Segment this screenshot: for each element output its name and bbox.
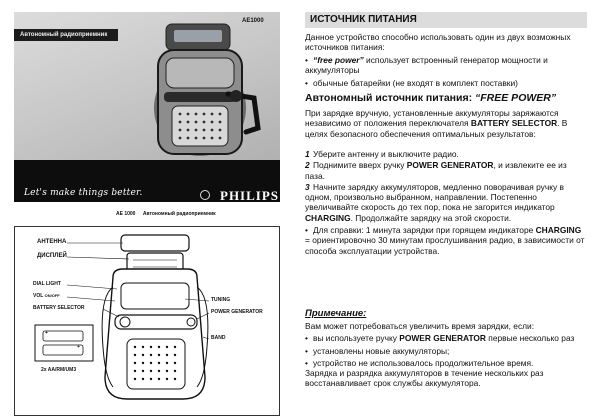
note-item: • устройство не использовалось продолжительное время. [305, 357, 534, 368]
slogan: Let's make things better. [24, 188, 143, 198]
list-item: • обычные батарейки (не входят в комплект поставки) [305, 77, 518, 88]
label-band: BAND [211, 335, 226, 341]
cover-label: Автономный радиоприемник [14, 29, 118, 41]
cell-plus-bottom: + [77, 344, 80, 350]
note-item: • установлены новые аккумуляторы; [305, 345, 450, 356]
step-item: 3 Начните зарядку аккумуляторов, медленно поворачивая ручку в одном, произвольно выбранном, направлении. Постепенно увеличивайте скорость до тех пор, пока не загорится индикатор CHARGING. Продолжайте зарядку на этой скорости. [305, 181, 564, 223]
label-batteries: 2x AA/RM/UM3 [41, 367, 77, 373]
cover-model: AE1000 [242, 18, 264, 24]
footer-paragraph: Зарядка и разрядка аккумуляторов в течение нескольких раз восстанавливает срок службы аккумулятора. [305, 368, 544, 389]
label-dial-light: DIAL LIGHT [33, 281, 61, 287]
caption-title: Автономный радиоприемник [142, 211, 216, 217]
intro-paragraph: Данное устройство способно использовать один из двух возможных источников питания: [305, 32, 571, 53]
brand-logo: PHILIPS [220, 188, 280, 202]
charging-paragraph: При зарядке вручную, установленные аккумуляторы заряжаются независимо от положения переключателя BATTERY SELECTOR. В целях безопасного обеспечения оптимальных результатов: [305, 108, 568, 139]
philips-shield-icon [200, 190, 210, 200]
note-body [305, 321, 587, 389]
cell-plus-top: + [45, 330, 48, 336]
label-display: ДИСПЛЕЙ [37, 253, 67, 259]
label-vol: VOL ON/OFF [33, 293, 60, 299]
subheading: Автономный источник питания: “FREE POWER” [305, 92, 557, 104]
label-power-generator: POWER GENERATOR [211, 309, 263, 315]
label-battery-selector: BATTERY SELECTOR [33, 305, 85, 311]
note-intro: Вам может потребоваться увеличить время зарядки, если: [305, 321, 535, 331]
step-item: 1 Уберите антенну и выключите радио. [305, 149, 459, 159]
note-item: • вы используете ручку POWER GENERATOR первые несколько раз [305, 333, 575, 344]
list-item: • “free power” использует встроенный генератор мощности и аккумуляторы [305, 55, 548, 76]
controls-diagram [14, 226, 280, 416]
left-page [0, 0, 293, 420]
step-item: 2 Поднимите вверх ручку POWER GENERATOR, и извлеките ее из паза. [305, 160, 567, 181]
steps-list [305, 149, 587, 256]
note-title: Примечание: [305, 308, 367, 319]
reference-item: • Для справки: 1 минута зарядки при горящем индикаторе CHARGING = ориентировочно 30 минутам прослушивания радио, в зависимости от способа эксплуатации устройства. [305, 225, 585, 256]
label-tuning: TUNING [211, 297, 231, 303]
caption-model: AE 1000 [116, 211, 136, 217]
cover-image [14, 12, 280, 202]
power-source-list [305, 55, 587, 88]
label-antenna: АНТЕННА [37, 239, 67, 245]
section-heading: ИСТОЧНИК ПИТАНИЯ [305, 12, 587, 28]
page-caption [116, 211, 216, 217]
